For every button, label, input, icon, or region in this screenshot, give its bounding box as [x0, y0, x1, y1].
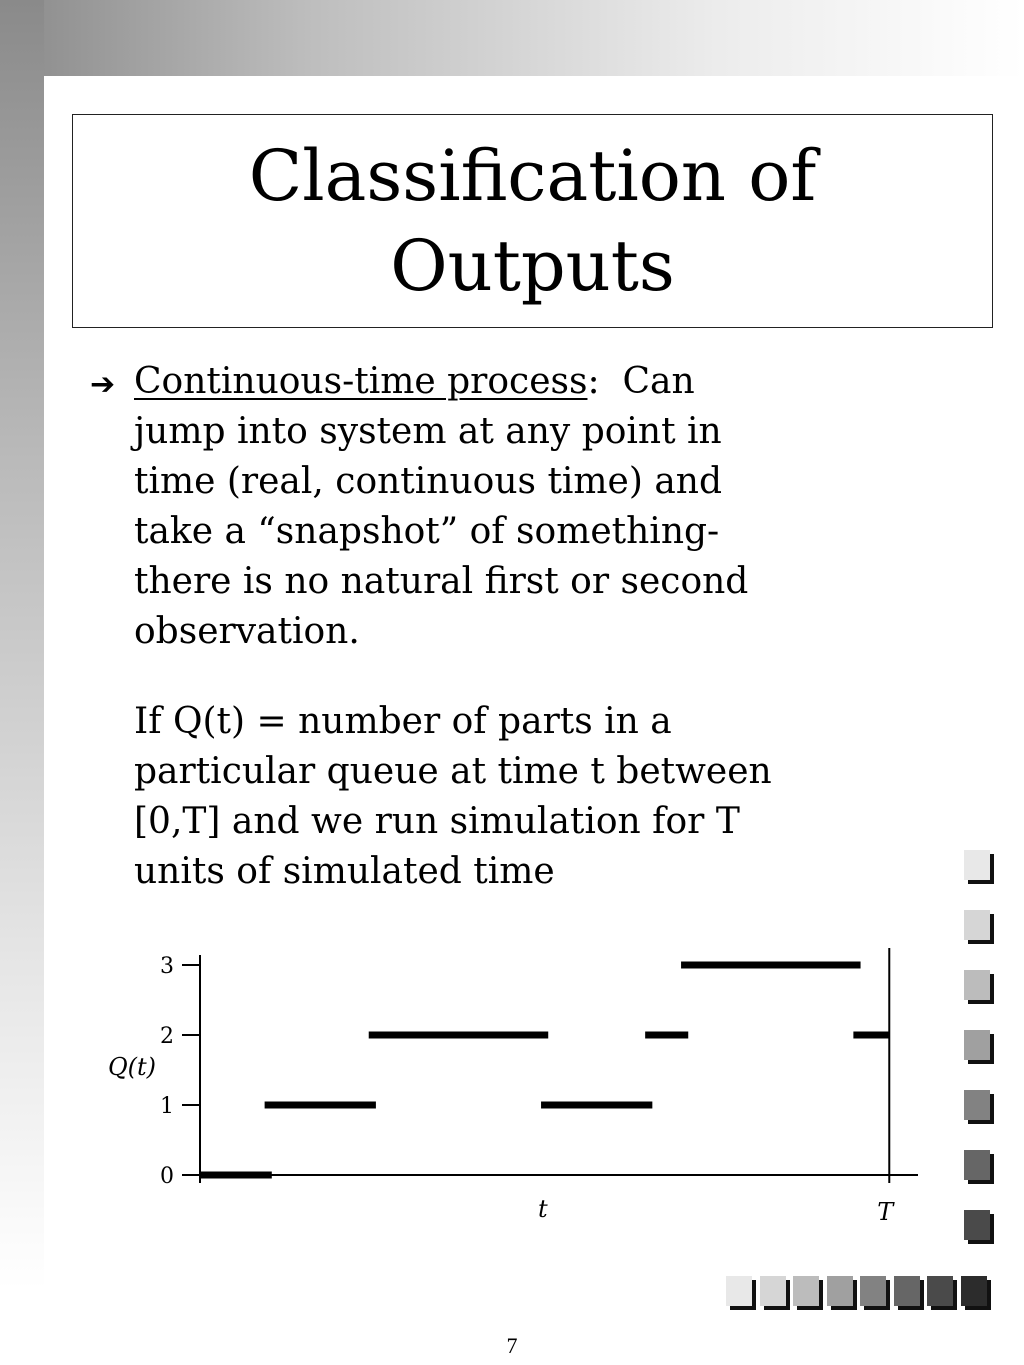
x-end-label: T	[877, 1198, 894, 1226]
y-tick-label: 1	[160, 1094, 174, 1119]
deco-square-vertical	[964, 1210, 990, 1240]
down-arrow-icon: ➔	[90, 367, 116, 402]
bullet-line-3: time (real, continuous time) and	[134, 461, 723, 502]
deco-square-vertical	[964, 1150, 990, 1180]
y-axis-label: Q(t)	[108, 1053, 157, 1081]
y-tick-label: 2	[160, 1024, 174, 1049]
deco-square-horizontal	[793, 1276, 819, 1306]
definition-line-2: particular queue at time t between	[134, 751, 772, 792]
deco-square-horizontal	[961, 1276, 987, 1306]
bullet-line-2: jump into system at any point in	[134, 411, 722, 452]
deco-square-horizontal	[894, 1276, 920, 1306]
deco-square-vertical	[964, 1030, 990, 1060]
x-axis-label: t	[538, 1195, 548, 1223]
bullet-term: Continuous-time process	[134, 361, 588, 402]
deco-square-horizontal	[760, 1276, 786, 1306]
deco-square-vertical	[964, 1090, 990, 1120]
title-line-1: Classification of	[248, 135, 817, 217]
deco-square-horizontal	[726, 1276, 752, 1306]
y-tick-label: 3	[160, 954, 174, 979]
definition-line-4: units of simulated time	[134, 851, 555, 892]
chart-ticks	[160, 954, 200, 1189]
bullet-colon: :	[587, 361, 600, 402]
deco-square-horizontal	[927, 1276, 953, 1306]
deco-square-vertical	[964, 910, 990, 940]
deco-square-vertical	[964, 970, 990, 1000]
deco-square-horizontal	[827, 1276, 853, 1306]
definition-line-3: [0,T] and we run simulation for T	[134, 801, 740, 842]
chart-axes	[200, 948, 918, 1183]
bullet-line-5: there is no natural first or second	[134, 561, 749, 602]
bullet-line-6: observation.	[134, 611, 360, 652]
deco-square-horizontal	[860, 1276, 886, 1306]
title-line-2: Outputs	[390, 225, 675, 307]
bullet-line-4: take a “snapshot” of something-	[134, 511, 720, 552]
deco-square-vertical	[964, 850, 990, 880]
definition-line-1: If Q(t) = number of parts in a	[134, 701, 672, 742]
bullet-line-1-rest: Can	[599, 361, 695, 402]
y-tick-label: 0	[160, 1164, 174, 1189]
page-number: 7	[506, 1333, 518, 1358]
chart-segments	[200, 965, 889, 1175]
